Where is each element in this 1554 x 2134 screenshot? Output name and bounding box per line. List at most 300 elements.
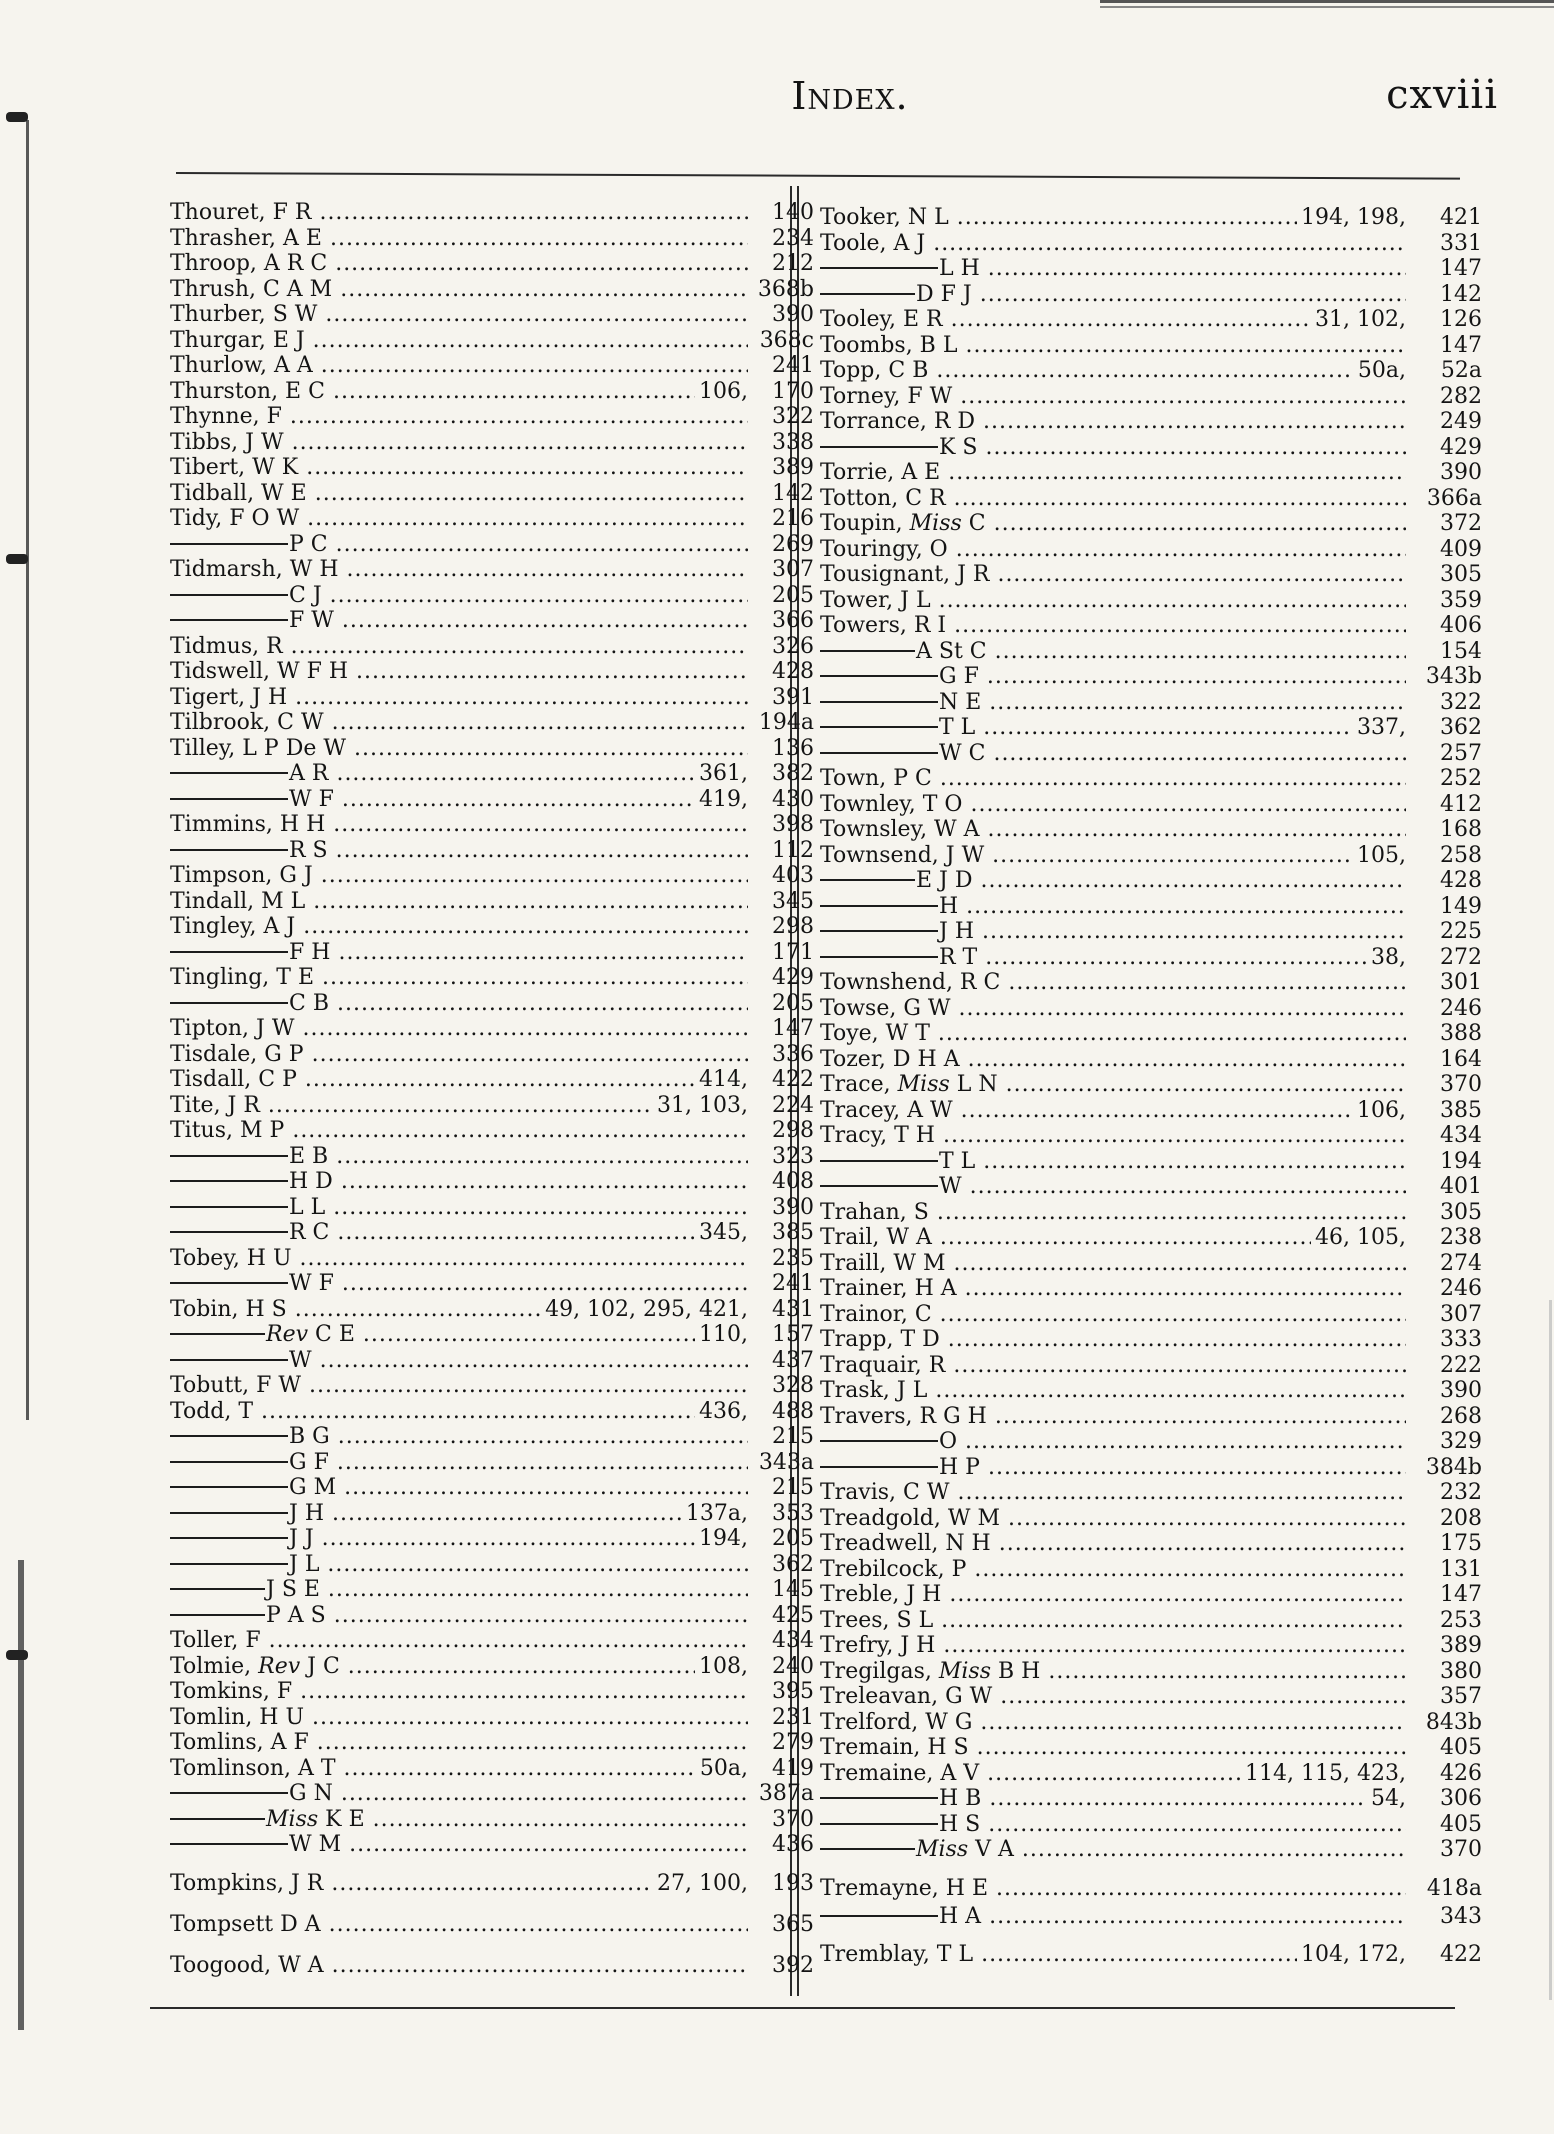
index-entry xyxy=(170,1220,814,1246)
entry-name-text: Tompsett D A xyxy=(170,1911,321,1937)
entry-name xyxy=(170,200,748,226)
ditto-dash xyxy=(170,1818,265,1820)
entry-name xyxy=(820,741,1406,767)
ditto-dash xyxy=(170,1180,288,1182)
entry-name-text: Tigert, J H xyxy=(170,684,288,710)
index-entry xyxy=(170,889,814,915)
entry-name-text: Tilbrook, C W xyxy=(170,710,324,735)
entry-page: 365 xyxy=(772,1911,814,1937)
entry-page: 249 xyxy=(1440,409,1482,434)
index-entry xyxy=(820,511,1482,537)
entry-name xyxy=(820,537,1406,563)
index-entry xyxy=(820,613,1482,639)
entry-name xyxy=(820,1378,1406,1404)
index-entry xyxy=(170,1042,814,1068)
page-edge xyxy=(1549,1300,1552,2000)
entry-name-text: Trelford, W G xyxy=(820,1709,973,1735)
entry-name xyxy=(170,1475,748,1501)
ditto-dash xyxy=(170,1231,288,1233)
entry-page: 154 xyxy=(1440,638,1482,664)
entry-name xyxy=(820,843,1353,869)
entry-page: 205 xyxy=(772,990,814,1016)
entry-name-text: T L xyxy=(939,1148,976,1174)
entry-page: 426 xyxy=(1440,1760,1482,1786)
entry-name-text: Tidmarsh, W H xyxy=(170,557,339,582)
entry-name-text: Trainor, C xyxy=(820,1301,932,1327)
entry-name-text: Tozer, D H A xyxy=(820,1046,960,1072)
entry-name xyxy=(170,1705,748,1731)
entry-extra-pages: 419, xyxy=(699,786,748,812)
index-entry xyxy=(820,1378,1482,1404)
entry-page: 322 xyxy=(1440,689,1482,715)
entry-name-text: Tidswell, W F H xyxy=(170,659,349,684)
entry-name-text: Trainer, H A xyxy=(820,1276,957,1301)
index-entry xyxy=(170,634,814,660)
entry-page: 431 xyxy=(772,1296,814,1322)
entry-name xyxy=(820,1404,1406,1430)
index-entry xyxy=(820,460,1482,486)
ditto-dash xyxy=(820,1823,938,1825)
entry-title-prefix: Miss xyxy=(266,1806,319,1832)
entry-name xyxy=(820,1735,1406,1761)
entry-page: 322 xyxy=(772,404,814,429)
entry-name-text: G M xyxy=(289,1475,337,1500)
entry-name xyxy=(170,1868,653,1899)
index-entry xyxy=(820,1659,1482,1685)
entry-title-prefix: Rev xyxy=(266,1322,309,1347)
ditto-dash xyxy=(820,650,915,652)
entry-name xyxy=(170,1628,748,1654)
entry-page: 418a xyxy=(1426,1875,1482,1901)
index-entry xyxy=(820,715,1482,741)
index-entry xyxy=(170,1016,814,1042)
entry-page: 252 xyxy=(1440,766,1482,791)
ditto-dash xyxy=(170,798,288,800)
entry-name-text: W M xyxy=(289,1832,342,1857)
entry-name xyxy=(170,1577,748,1603)
entry-name xyxy=(820,1429,1406,1455)
entry-name xyxy=(170,277,748,303)
index-entry xyxy=(170,940,814,966)
entry-name-text: Tomlins, A F xyxy=(170,1730,309,1755)
index-entry xyxy=(820,1557,1482,1583)
index-entry xyxy=(820,409,1482,435)
entry-page: 253 xyxy=(1440,1607,1482,1633)
ditto-dash xyxy=(170,849,288,851)
entry-name xyxy=(170,863,748,889)
entry-extra-pages: 108, xyxy=(699,1653,748,1679)
index-entry xyxy=(170,455,814,481)
entry-name-text: Tracy, T H xyxy=(820,1123,935,1148)
entry-name-text: L L xyxy=(289,1194,326,1220)
entry-name-text: Trebilcock, P xyxy=(820,1556,967,1582)
entry-name xyxy=(170,1067,695,1093)
index-entry xyxy=(170,1399,814,1425)
entry-name-text: Toye, W T xyxy=(820,1021,930,1046)
entry-name-text: Topp, C B xyxy=(820,358,929,383)
index-entry xyxy=(170,838,814,864)
entry-name xyxy=(820,1200,1406,1226)
entry-name-text: K E xyxy=(325,1806,365,1832)
index-entry xyxy=(820,282,1482,308)
header-rule xyxy=(176,172,1460,180)
index-entry xyxy=(170,532,814,558)
entry-name xyxy=(170,608,748,634)
entry-name xyxy=(820,690,1406,716)
index-entry xyxy=(820,945,1482,971)
index-entry xyxy=(820,1174,1482,1200)
entry-name-text: Tipton, J W xyxy=(170,1016,295,1041)
entry-name xyxy=(820,1276,1406,1302)
ditto-dash xyxy=(170,1537,288,1539)
index-entry xyxy=(170,761,814,787)
entry-name-text: T L xyxy=(939,715,976,740)
index-entry xyxy=(170,1909,814,1940)
index-entry xyxy=(170,1322,814,1348)
index-entry xyxy=(820,588,1482,614)
ditto-dash xyxy=(170,1563,288,1565)
entry-name-text: Trapp, T D xyxy=(820,1327,940,1352)
entry-extra-pages: 137a, xyxy=(685,1500,748,1526)
ditto-dash xyxy=(820,701,938,703)
entry-page: 215 xyxy=(772,1475,814,1500)
ditto-dash xyxy=(820,752,938,754)
index-entry xyxy=(170,430,814,456)
index-entry xyxy=(820,894,1482,920)
index-entry xyxy=(170,1628,814,1654)
entry-name-text: Tite, J R xyxy=(170,1092,260,1118)
entry-page: 222 xyxy=(1440,1352,1482,1378)
entry-page: 238 xyxy=(1440,1225,1482,1250)
entry-name xyxy=(170,659,748,685)
entry-name-text: F W xyxy=(289,608,334,633)
entry-page: 232 xyxy=(1440,1480,1482,1505)
entry-page: 149 xyxy=(1440,893,1482,919)
index-entry xyxy=(820,205,1482,231)
entry-page: 390 xyxy=(1440,460,1482,485)
index-entry xyxy=(820,1123,1482,1149)
entry-name xyxy=(820,919,1406,945)
index-entry xyxy=(820,1710,1482,1736)
entry-name xyxy=(170,1195,748,1221)
index-entry xyxy=(170,1195,814,1221)
entry-name-text: Tooker, N L xyxy=(820,205,949,230)
entry-page: 305 xyxy=(1440,1199,1482,1225)
index-entry xyxy=(820,333,1482,359)
index-entry xyxy=(170,277,814,303)
ditto-dash xyxy=(170,1486,288,1488)
entry-name xyxy=(170,1399,695,1425)
entry-page: 406 xyxy=(1440,613,1482,638)
entry-page: 389 xyxy=(772,455,814,480)
entry-name xyxy=(820,1939,1297,1970)
entry-name xyxy=(170,685,748,711)
entry-name-text: Tower, J L xyxy=(820,587,931,613)
entry-page: 366a xyxy=(1426,485,1482,511)
entry-page: 333 xyxy=(1440,1327,1482,1352)
entry-name-text: Townley, T O xyxy=(820,791,963,817)
ditto-dash xyxy=(170,1282,288,1284)
index-entry xyxy=(820,1429,1482,1455)
index-entry xyxy=(820,1608,1482,1634)
entry-name-text: Toller, F xyxy=(170,1628,261,1653)
entry-name-text: Tomlinson, A T xyxy=(170,1755,336,1781)
entry-page: 401 xyxy=(1440,1174,1482,1199)
entry-name-text: Trace, Miss L N xyxy=(820,1072,998,1097)
entry-name xyxy=(820,1710,1406,1736)
entry-name xyxy=(170,634,748,660)
entry-name-text: J J xyxy=(289,1526,314,1551)
ditto-dash xyxy=(820,1466,938,1468)
ditto-dash xyxy=(170,1792,288,1794)
ditto-dash xyxy=(170,772,288,774)
entry-extra-pages: 54, xyxy=(1371,1786,1406,1811)
entry-page: 430 xyxy=(772,786,814,812)
entry-name-text: Tisdall, C P xyxy=(170,1067,297,1092)
entry-name-text: Tolmie, Rev J C xyxy=(170,1653,340,1679)
entry-name-text: Tidy, F O W xyxy=(170,506,300,531)
entry-name xyxy=(820,256,1406,282)
entry-page: 422 xyxy=(1440,1942,1482,1967)
entry-extra-pages: 436, xyxy=(699,1398,748,1424)
ditto-dash xyxy=(170,1614,265,1616)
index-entry xyxy=(820,1149,1482,1175)
entry-name xyxy=(170,1832,748,1858)
entry-page: 389 xyxy=(1440,1633,1482,1658)
entry-name-text: Towse, G W xyxy=(820,995,951,1021)
index-entry xyxy=(170,659,814,685)
entry-name xyxy=(170,506,748,532)
index-entry xyxy=(170,1807,814,1833)
entry-page: 234 xyxy=(772,225,814,251)
index-entry xyxy=(170,863,814,889)
entry-page: 390 xyxy=(772,302,814,327)
entry-name xyxy=(820,1531,1406,1557)
entry-name-text: W F xyxy=(289,786,334,812)
index-entry xyxy=(170,1868,814,1899)
entry-page: 145 xyxy=(772,1577,814,1602)
index-entry xyxy=(170,1373,814,1399)
entry-name xyxy=(170,1552,748,1578)
entry-name xyxy=(820,205,1297,231)
entry-name-text: Townsend, J W xyxy=(820,842,985,868)
entry-name xyxy=(170,1730,748,1756)
index-entry xyxy=(820,1786,1482,1812)
entry-name-text: H S xyxy=(939,1811,981,1837)
entry-name-text: Trefry, J H xyxy=(820,1633,936,1658)
entry-page: 282 xyxy=(1440,383,1482,409)
entry-name-text: Tobutt, F W xyxy=(170,1373,302,1398)
entry-page: 142 xyxy=(1440,281,1482,307)
entry-name-text: L H xyxy=(939,256,980,281)
index-entry xyxy=(170,914,814,940)
entry-name xyxy=(820,511,1406,537)
entry-name xyxy=(170,1424,748,1450)
index-entry xyxy=(820,537,1482,563)
entry-name-text: Totton, C R xyxy=(820,485,946,511)
index-entry xyxy=(820,970,1482,996)
entry-page: 343a xyxy=(758,1449,814,1475)
entry-name xyxy=(820,1786,1367,1812)
index-entry xyxy=(170,1950,814,1981)
entry-name xyxy=(170,532,748,558)
ditto-dash xyxy=(820,1160,938,1162)
ditto-dash xyxy=(170,951,288,953)
entry-name xyxy=(820,1761,1241,1787)
entry-name-text: Traquair, R xyxy=(820,1352,946,1378)
entry-page: 419 xyxy=(772,1755,814,1781)
entry-name-text: Toogood, W A xyxy=(170,1952,324,1978)
entry-name-text: Trask, J L xyxy=(820,1378,928,1403)
entry-name-text: Thurston, E C xyxy=(170,378,325,404)
index-entry xyxy=(820,843,1482,869)
entry-name-text: Thurgar, E J xyxy=(170,327,305,353)
index-entry xyxy=(170,1756,814,1782)
entry-extra-pages: 31, 103, xyxy=(657,1092,748,1118)
ditto-dash xyxy=(170,1435,288,1437)
entry-name-text: H P xyxy=(939,1454,980,1480)
entry-page: 434 xyxy=(772,1628,814,1653)
entry-name-text: J S E xyxy=(266,1577,320,1602)
ditto-dash xyxy=(820,1797,938,1799)
entry-name xyxy=(820,1098,1353,1124)
entry-name xyxy=(820,588,1406,614)
page-number: cxviii xyxy=(1386,72,1498,118)
index-entry xyxy=(170,1297,814,1323)
ditto-dash xyxy=(820,905,938,907)
index-column-left xyxy=(170,200,814,1981)
index-column-right xyxy=(820,205,1482,1970)
entry-name-text: W xyxy=(289,1347,312,1373)
index-entry xyxy=(170,1730,814,1756)
entry-page: 390 xyxy=(1440,1378,1482,1403)
entry-page: 331 xyxy=(1440,230,1482,256)
ditto-dash xyxy=(170,619,288,621)
index-entry xyxy=(170,200,814,226)
entry-page: 168 xyxy=(1440,817,1482,842)
entry-name xyxy=(820,1480,1406,1506)
entry-page: 343b xyxy=(1425,664,1482,689)
entry-name xyxy=(170,761,695,787)
entry-page: 52a xyxy=(1440,358,1482,383)
entry-name-text: Timpson, G J xyxy=(170,863,313,888)
index-entry xyxy=(170,1067,814,1093)
entry-name xyxy=(820,1072,1406,1098)
entry-name xyxy=(820,358,1354,384)
index-entry xyxy=(170,965,814,991)
index-entry xyxy=(820,766,1482,792)
entry-extra-pages: 414, xyxy=(699,1067,748,1092)
entry-name-text: A R xyxy=(289,761,329,786)
entry-name xyxy=(820,282,1406,308)
entry-name xyxy=(170,1654,695,1680)
entry-name xyxy=(820,333,1406,359)
entry-page: 212 xyxy=(772,251,814,276)
entry-page: 422 xyxy=(772,1067,814,1092)
index-entry xyxy=(820,792,1482,818)
entry-page: 336 xyxy=(772,1041,814,1067)
index-entry xyxy=(820,1455,1482,1481)
entry-page: 392 xyxy=(772,1952,814,1978)
entry-name xyxy=(820,435,1406,461)
entry-name-text: H xyxy=(939,893,959,919)
entry-name xyxy=(170,914,748,940)
entry-name-text: Timmins, H H xyxy=(170,812,326,837)
entry-page: 421 xyxy=(1440,205,1482,230)
entry-page: 224 xyxy=(772,1092,814,1118)
entry-name xyxy=(820,639,1406,665)
ditto-dash xyxy=(170,1333,265,1335)
entry-page: 408 xyxy=(772,1169,814,1194)
entry-name xyxy=(820,231,1406,257)
index-entry xyxy=(170,1679,814,1705)
entry-page: 434 xyxy=(1440,1123,1482,1148)
index-entry xyxy=(820,1353,1482,1379)
ditto-dash xyxy=(820,930,938,932)
entry-extra-pages: 106, xyxy=(1357,1097,1406,1123)
entry-page: 272 xyxy=(1440,944,1482,970)
index-entry xyxy=(820,1276,1482,1302)
entry-name-text: Tremain, H S xyxy=(820,1735,969,1760)
entry-page: 362 xyxy=(772,1551,814,1577)
entry-name-text: Treadwell, N H xyxy=(820,1531,991,1556)
entry-page: 488 xyxy=(772,1398,814,1424)
ditto-dash xyxy=(820,1848,915,1850)
entry-page: 241 xyxy=(772,1271,814,1296)
index-entry xyxy=(820,384,1482,410)
index-entry xyxy=(820,1327,1482,1353)
entry-page: 205 xyxy=(772,582,814,608)
entry-name-text: Tidball, W E xyxy=(170,480,307,506)
entry-page: 343 xyxy=(1440,1903,1482,1929)
entry-name-text: Torrie, A E xyxy=(820,460,941,485)
index-entry xyxy=(820,231,1482,257)
index-entry xyxy=(820,1302,1482,1328)
entry-page: 170 xyxy=(772,378,814,404)
index-entry xyxy=(170,251,814,277)
entry-extra-pages: 361, xyxy=(699,761,748,786)
entry-page: 357 xyxy=(1440,1684,1482,1709)
entry-page: 205 xyxy=(772,1526,814,1551)
entry-name xyxy=(170,991,748,1017)
index-entry xyxy=(820,639,1482,665)
index-entry xyxy=(170,710,814,736)
index-entry xyxy=(170,1169,814,1195)
entry-page: 405 xyxy=(1440,1811,1482,1837)
entry-name xyxy=(820,1812,1406,1838)
entry-name-text: W C xyxy=(939,740,986,766)
index-entry xyxy=(820,1531,1482,1557)
entry-name-text: O xyxy=(939,1429,958,1454)
entry-page: 412 xyxy=(1440,791,1482,817)
entry-name xyxy=(820,664,1406,690)
entry-name xyxy=(170,1042,748,1068)
entry-page: 112 xyxy=(772,837,814,863)
entry-name xyxy=(170,710,748,736)
entry-name xyxy=(820,766,1406,792)
entry-page: 194a xyxy=(758,710,814,735)
index-entry xyxy=(170,481,814,507)
entry-page: 306 xyxy=(1440,1786,1482,1811)
entry-name xyxy=(820,1149,1406,1175)
entry-name-text: Torney, F W xyxy=(820,383,953,409)
index-entry xyxy=(820,1404,1482,1430)
entry-name-text: D F J xyxy=(916,281,972,307)
entry-page: 235 xyxy=(772,1245,814,1271)
index-entry xyxy=(820,1200,1482,1226)
entry-name-text: Travers, R G H xyxy=(820,1403,987,1429)
index-entry xyxy=(170,583,814,609)
